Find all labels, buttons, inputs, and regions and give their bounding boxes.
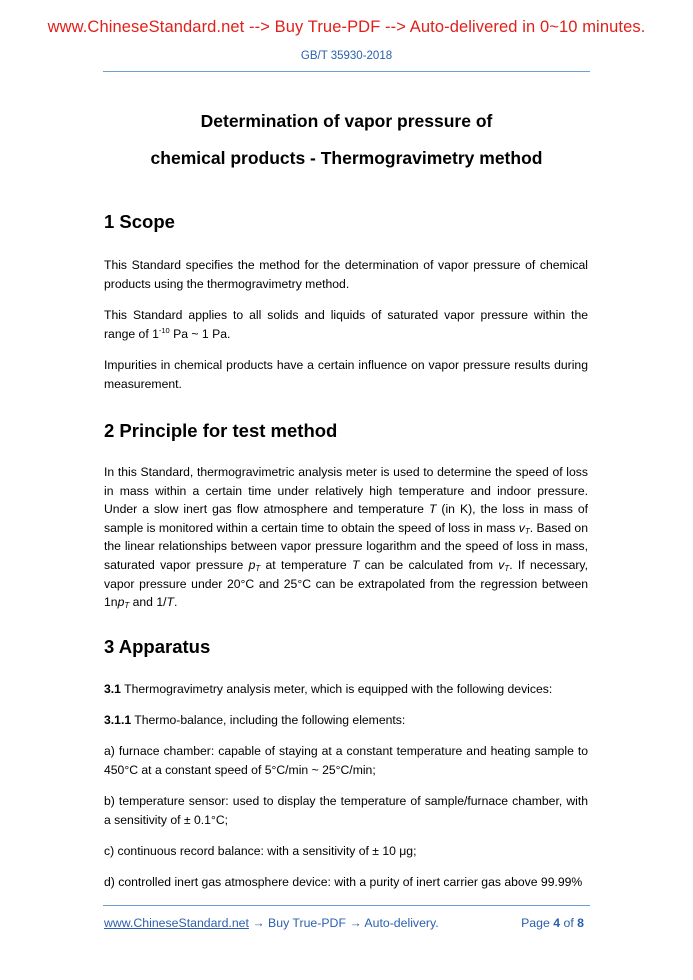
footer-tagline: → Buy True-PDF → Auto-delivery. [248,916,439,930]
standard-code: GB/T 35930-2018 [300,50,393,62]
clause-3-1-1: 3.1.1 Thermo-balance, including the following elements: [104,713,406,727]
page-footer [104,916,588,930]
section-heading-scope: 1 Scope [104,211,175,232]
promo-banner[interactable]: www.ChineseStandard.net --> Buy True-PDF --> Auto-delivered in 0~10 minutes. [47,18,646,36]
item-b-temperature-sensor: b) temperature sensor: used to display the temperature of sample/furnace chamber, with a sensitivity of ± 0.1°C; [104,794,588,827]
clause-3-1: 3.1 Thermogravimetry analysis meter, which is equipped with the following devices: [104,682,553,696]
document-title [0,103,693,177]
page-indicator: Page 4 of 8 [521,916,584,930]
footer-link[interactable]: www.ChineseStandard.net [104,916,249,930]
title-line-1: Determination of vapor pressure of [200,111,493,131]
item-d-inert-gas-device: d) controlled inert gas atmosphere device: with a purity of inert carrier gas above 99.99% [104,875,583,889]
scope-paragraph-3: Impurities in chemical products have a certain influence on vapor pressure results during measurement. [104,358,588,391]
section-heading-principle: 2 Principle for test method [104,420,338,441]
scope-paragraph-1: This Standard specifies the method for the determination of vapor pressure of chemical products using the thermogravimetry method. [104,258,588,291]
section-heading-apparatus: 3 Apparatus [104,636,211,657]
item-a-furnace-chamber: a) furnace chamber: capable of staying at a constant temperature and heating sample to 450°C at a constant speed of 5°C/min ~ 25°C/min; [104,744,588,777]
principle-paragraph: In this Standard, thermogravimetric analysis meter is used to determine the speed of loss in mass within a certain time under relatively high temperature and indoor pressure. Under a slow inert gas flow atmosphere and temperature T (in K), the loss in mass of sample is monitored within a certain time to obtain the speed of loss in mass $v_T$. Based on the linear relationships between vapor pressure logarithm and the speed of loss in mass, saturated vapor pressure $p_T$ at temperature T can be calculated from $v_T$. If necessary, vapor pressure under 20°C and 25°C can be extrapolated from the regression between $1np_T$ and 1/T. [104,465,588,611]
header-divider [103,71,590,72]
item-c-record-balance: c) continuous record balance: with a sensitivity of ± 10 μg; [104,844,417,858]
footer-divider [103,905,590,906]
scope-paragraph-2: This Standard applies to all solids and liquids of saturated vapor pressure within the range of $1^{-10}$ Pa ~ 1 Pa. [104,308,588,341]
title-line-2: chemical products - Thermogravimetry method [150,148,543,168]
